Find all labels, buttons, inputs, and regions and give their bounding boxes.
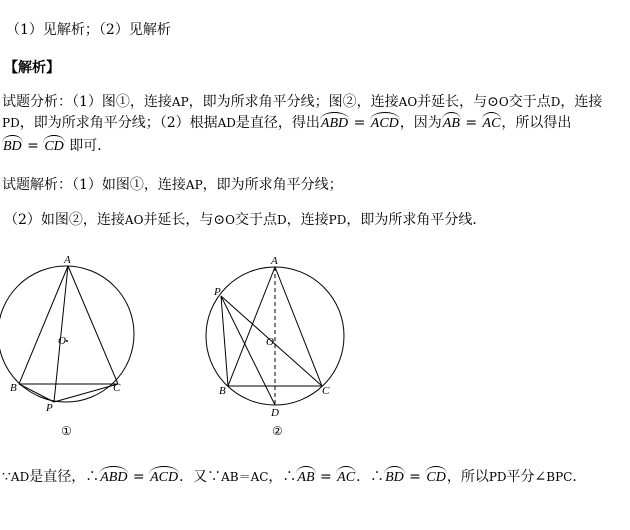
label-a: A [64, 254, 71, 266]
text: 并延长，与⊙ [417, 94, 499, 110]
label-c: C [322, 385, 330, 397]
text: O [225, 213, 236, 227]
text: ，因为 [399, 115, 442, 131]
text: 试题解析：（1）如图①，连接 [2, 177, 186, 193]
text: AO [398, 95, 418, 109]
arc-acd: ACD [370, 116, 399, 131]
text: 平分∠ [506, 469, 547, 485]
text: ．又∵ [179, 469, 222, 485]
text: = [128, 469, 150, 485]
segment-ap [54, 266, 68, 402]
text: AP [171, 95, 189, 109]
text: 即可． [64, 138, 112, 154]
text: AO [124, 213, 144, 227]
text: AP [185, 178, 203, 192]
segment-pb [19, 384, 54, 402]
text: BPC [546, 470, 573, 484]
label-a: A [271, 255, 278, 267]
text: ，即为所求角平分线； [202, 177, 343, 193]
label-p: P [46, 402, 53, 414]
conclusion-line [2, 468, 586, 487]
text: 是直径，得出 [235, 115, 320, 131]
text: D [277, 213, 287, 227]
answer-line: （1）见解析；（2）见解析 [6, 22, 171, 38]
text: 交于点 [508, 94, 551, 110]
segment-ab [228, 267, 275, 386]
text: O [498, 95, 509, 109]
analysis-line-1 [2, 93, 602, 111]
label-b: B [10, 382, 17, 394]
figure-caption: ② [272, 424, 283, 438]
arc-abd: ABD [100, 470, 128, 485]
arc-ab: AB [297, 470, 315, 485]
text: AD [10, 470, 30, 484]
text: ，连接 [286, 212, 329, 228]
text: PD [488, 470, 507, 484]
text: ，∴ [268, 469, 297, 485]
text: AD [217, 116, 236, 130]
analysis-line-3 [2, 137, 111, 156]
label-b: B [219, 385, 226, 397]
text: 并延长，与⊙ [143, 212, 226, 228]
segment-pd [221, 296, 275, 405]
solution-line-2 [4, 211, 486, 229]
segment-ac [68, 266, 118, 384]
solution-line-1 [2, 176, 343, 194]
segment-ab [19, 266, 68, 384]
label-c: C [113, 382, 121, 394]
text: 试题分析：（1）图①，连接 [2, 94, 172, 110]
text: ． [572, 469, 587, 485]
text: ，所以 [446, 469, 489, 485]
arc-cd: CD [426, 470, 446, 485]
center-dot [66, 340, 68, 342]
arc-ac: AC [482, 116, 501, 131]
text: ∵ [2, 469, 11, 485]
analysis-line-2 [2, 114, 571, 133]
figure-caption: ① [61, 424, 72, 438]
text: ，即为所求角平分线． [346, 212, 487, 228]
text: D [550, 95, 561, 109]
text: PD [2, 116, 20, 130]
text: = [404, 469, 426, 485]
text: ，所以得出 [501, 115, 572, 131]
text: PD [328, 213, 347, 227]
text: ，连接 [560, 94, 603, 110]
section-heading: 【解析】 [4, 60, 60, 76]
label-d: D [271, 407, 279, 419]
arc-acd: ACD [150, 470, 179, 485]
text: （2）如图②，连接 [4, 212, 125, 228]
arc-ac: AC [337, 470, 356, 485]
label-o: O [58, 335, 66, 347]
label-p: P [214, 286, 221, 298]
text: AB＝AC [221, 470, 269, 484]
text: ．∴ [356, 469, 385, 485]
segment-pb [221, 296, 228, 386]
figure-2 [200, 250, 350, 445]
text: 交于点 [235, 212, 278, 228]
arc-bd: BD [385, 470, 404, 485]
arc-bd: BD [3, 139, 22, 154]
text: 是直径，∴ [29, 469, 100, 485]
segment-ac [275, 267, 322, 386]
text: = [460, 115, 482, 131]
text: = [349, 115, 370, 131]
text: ，即为所求角平分线；（2）根据 [19, 115, 218, 131]
figure-1 [0, 250, 140, 445]
label-o: O [266, 336, 274, 348]
arc-abd: ABD [320, 116, 349, 131]
text: = [22, 138, 44, 154]
arc-ab: AB [442, 116, 460, 131]
text: = [315, 469, 337, 485]
text: ，即为所求角平分线；图②，连接 [188, 94, 399, 110]
arc-cd: CD [44, 139, 64, 154]
